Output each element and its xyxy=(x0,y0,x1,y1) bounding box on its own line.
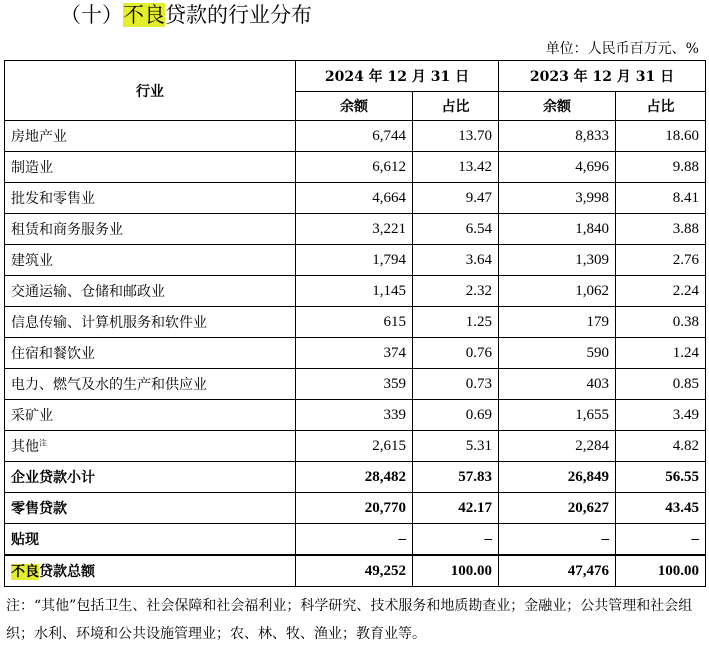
cell-balance-2023: – xyxy=(499,524,616,556)
row-name: 房地产业 xyxy=(5,121,296,152)
cell-ratio-2023: 0.85 xyxy=(616,369,706,400)
cell-balance-2024: 49,252 xyxy=(296,555,413,587)
header-year-2024: 2024 年 12 月 31 日 xyxy=(296,61,499,92)
cell-balance-2023: 2,284 xyxy=(499,431,616,462)
cell-ratio-2023: 0.38 xyxy=(616,307,706,338)
cell-balance-2023: 1,840 xyxy=(499,214,616,245)
row-name xyxy=(5,555,296,587)
cell-ratio-2023: – xyxy=(616,524,706,556)
table-row xyxy=(5,307,706,338)
title-suffix: 贷款的行业分布 xyxy=(165,3,312,27)
cell-balance-2024: 2,615 xyxy=(296,431,413,462)
cell-balance-2024: 6,744 xyxy=(296,121,413,152)
row-name: 建筑业 xyxy=(5,245,296,276)
cell-ratio-2024: 57.83 xyxy=(413,462,499,493)
cell-balance-2023: 47,476 xyxy=(499,555,616,587)
row-name xyxy=(5,431,296,462)
cell-ratio-2023: 100.00 xyxy=(616,555,706,587)
table-row-discount xyxy=(5,524,706,556)
table-row xyxy=(5,183,706,214)
cell-ratio-2023: 9.88 xyxy=(616,152,706,183)
cell-balance-2023: 1,655 xyxy=(499,400,616,431)
row-name: 采矿业 xyxy=(5,400,296,431)
total-highlight: 不良 xyxy=(11,564,39,580)
row-name: 住宿和餐饮业 xyxy=(5,338,296,369)
table-row xyxy=(5,121,706,152)
cell-ratio-2023: 2.76 xyxy=(616,245,706,276)
row-name: 零售贷款 xyxy=(5,493,296,524)
cell-ratio-2024: – xyxy=(413,524,499,556)
table-row xyxy=(5,400,706,431)
cell-balance-2024: 6,612 xyxy=(296,152,413,183)
cell-ratio-2024: 100.00 xyxy=(413,555,499,587)
title-prefix: （十） xyxy=(60,3,123,27)
cell-balance-2023: 20,627 xyxy=(499,493,616,524)
cell-ratio-2024: 1.25 xyxy=(413,307,499,338)
title-highlight: 不良 xyxy=(123,3,165,27)
header-balance-2024: 余额 xyxy=(296,92,413,121)
cell-ratio-2023: 4.82 xyxy=(616,431,706,462)
cell-ratio-2023: 1.24 xyxy=(616,338,706,369)
cell-ratio-2024: 0.69 xyxy=(413,400,499,431)
table-row xyxy=(5,369,706,400)
cell-balance-2024: – xyxy=(296,524,413,556)
cell-balance-2024: 374 xyxy=(296,338,413,369)
cell-balance-2023: 403 xyxy=(499,369,616,400)
cell-balance-2023: 1,309 xyxy=(499,245,616,276)
cell-balance-2024: 1,145 xyxy=(296,276,413,307)
cell-ratio-2024: 3.64 xyxy=(413,245,499,276)
cell-balance-2023: 4,696 xyxy=(499,152,616,183)
table-row xyxy=(5,245,706,276)
table-row-retail xyxy=(5,493,706,524)
row-name: 贴现 xyxy=(5,524,296,556)
cell-balance-2023: 1,062 xyxy=(499,276,616,307)
section-title xyxy=(60,2,312,28)
row-name: 信息传输、计算机服务和软件业 xyxy=(5,307,296,338)
row-name: 交通运输、仓储和邮政业 xyxy=(5,276,296,307)
cell-ratio-2023: 56.55 xyxy=(616,462,706,493)
cell-balance-2024: 3,221 xyxy=(296,214,413,245)
table-row xyxy=(5,338,706,369)
cell-balance-2024: 359 xyxy=(296,369,413,400)
table-row xyxy=(5,214,706,245)
cell-balance-2023: 26,849 xyxy=(499,462,616,493)
npl-industry-table xyxy=(4,60,706,587)
cell-balance-2024: 28,482 xyxy=(296,462,413,493)
cell-balance-2024: 1,794 xyxy=(296,245,413,276)
cell-ratio-2023: 18.60 xyxy=(616,121,706,152)
header-industry: 行业 xyxy=(5,61,296,121)
footnote: 注：“其他”包括卫生、社会保障和社会福利业；科学研究、技术服务和地质勘查业；金融业；公共管理和社会组织；水利、环境和公共设施管理业；农、林、牧、渔业；教育业等。 xyxy=(6,598,693,642)
table-row-total xyxy=(5,555,706,587)
header-ratio-2023: 占比 xyxy=(616,92,706,121)
cell-balance-2023: 3,998 xyxy=(499,183,616,214)
unit-label: 单位：人民币百万元、% xyxy=(545,41,699,57)
table-body xyxy=(5,121,706,431)
table-row xyxy=(5,152,706,183)
row-name: 批发和零售业 xyxy=(5,183,296,214)
table-row xyxy=(5,276,706,307)
cell-balance-2024: 20,770 xyxy=(296,493,413,524)
cell-balance-2023: 8,833 xyxy=(499,121,616,152)
cell-ratio-2023: 43.45 xyxy=(616,493,706,524)
cell-balance-2023: 590 xyxy=(499,338,616,369)
cell-ratio-2024: 2.32 xyxy=(413,276,499,307)
header-year-2023: 2023 年 12 月 31 日 xyxy=(499,61,706,92)
header-balance-2023: 余额 xyxy=(499,92,616,121)
row-name: 制造业 xyxy=(5,152,296,183)
cell-ratio-2024: 0.73 xyxy=(413,369,499,400)
other-label: 其他 xyxy=(11,439,39,455)
cell-ratio-2023: 3.88 xyxy=(616,214,706,245)
cell-balance-2024: 615 xyxy=(296,307,413,338)
row-name: 企业贷款小计 xyxy=(5,462,296,493)
table-row-other xyxy=(5,431,706,462)
header-row-1 xyxy=(5,61,706,92)
cell-ratio-2024: 6.54 xyxy=(413,214,499,245)
cell-ratio-2024: 0.76 xyxy=(413,338,499,369)
cell-ratio-2024: 5.31 xyxy=(413,431,499,462)
cell-ratio-2024: 42.17 xyxy=(413,493,499,524)
cell-ratio-2023: 2.24 xyxy=(616,276,706,307)
cell-ratio-2024: 13.70 xyxy=(413,121,499,152)
cell-balance-2023: 179 xyxy=(499,307,616,338)
table-row-subtotal xyxy=(5,462,706,493)
cell-balance-2024: 4,664 xyxy=(296,183,413,214)
row-name: 租赁和商务服务业 xyxy=(5,214,296,245)
row-name: 电力、燃气及水的生产和供应业 xyxy=(5,369,296,400)
header-ratio-2024: 占比 xyxy=(413,92,499,121)
cell-ratio-2023: 8.41 xyxy=(616,183,706,214)
cell-balance-2024: 339 xyxy=(296,400,413,431)
cell-ratio-2024: 9.47 xyxy=(413,183,499,214)
footnote-mark: 注 xyxy=(39,438,47,448)
cell-ratio-2024: 13.42 xyxy=(413,152,499,183)
total-label: 贷款总额 xyxy=(39,564,95,580)
cell-ratio-2023: 3.49 xyxy=(616,400,706,431)
